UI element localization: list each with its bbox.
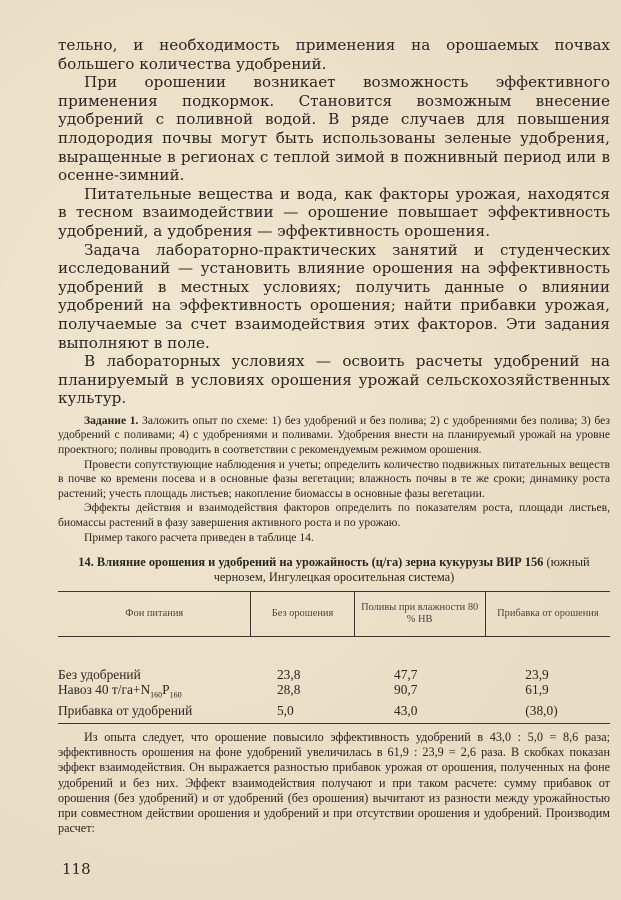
paragraph-interaction: Питательные вещества и вода, как факторы урожая, находятся в тесном взаимодействии — орошение повышает эффективность удобрений, а удобрения — эффективность орошения. — [58, 184, 610, 240]
table-row — [58, 703, 610, 718]
row-label: Прибавка от удобрений — [58, 702, 193, 718]
table-title-bold: 14. Влияние орошения и удобрений на урожайность (ц/га) зерна кукурузы ВИР 156 — [78, 555, 544, 570]
paragraph-task-goal: Задача лабораторно-практических занятий и студенческих исследований — установить влияние орошения на эффективность удобрений в местных условиях; получить данные о влиянии удобрений на эффективность орошения; найти прибавки урожая, получаемые за счет взаимодействия этих факторов. Эти задания выполняют в поле. — [58, 240, 610, 352]
task-observations: Провести сопутствующие наблюдения и учеты; определить количество подвижных питательных веществ в почве ко времени посева и в основные фазы вегетации; влажность почвы в те же сроки; динамику роста растений; учесть площадь листьев; накопление биомассы в основные фазы вегетации. — [58, 457, 610, 500]
row-label — [58, 682, 251, 703]
cell-value: 5,0 — [276, 702, 294, 718]
paragraph-lab-conditions: В лабораторных условиях — освоить расчеты удобрений на планируемый в условиях орошения урожай сельскохозяйственных культур. — [58, 352, 610, 408]
page-content — [58, 36, 610, 836]
row-label-p: P — [162, 682, 170, 698]
task-example-ref: Пример такого расчета приведен в таблице 14. — [84, 530, 314, 544]
cell-value: 28,8 — [276, 682, 301, 698]
row-label-main: Навоз 40 т/га+N — [58, 682, 151, 698]
cell-value: 47,7 — [394, 667, 418, 683]
paragraph-fertigation: При орошении возникает возможность эффективного применения подкормок. Становится возможным внесение удобрений с поливной водой. В ряде случаев для повышения плодородия почвы могут быть использованы зеленые удобрения, выращенные в регионах с теплой зимой в пожнивный период или в осенне-зимний. — [58, 73, 610, 185]
cell-value: 23,9 — [525, 667, 549, 683]
task-text: Заложить опыт по схеме: 1) без удобрений и без полива; 2) с удобрениями без полива; 3) без удобрений с поливами; 4) с удобрениями и поливами. Удобрения внести на планируемый урожай на уровне проектного; поливы проводить в соответствии с рекомендуемым режимом орошения. — [58, 413, 610, 457]
header-nutrition: Фон питания — [58, 592, 251, 637]
page-number: 118 — [62, 860, 91, 878]
cell-value: (38,0) — [525, 702, 558, 718]
table-row — [58, 682, 610, 703]
task-effects: Эффекты действия и взаимодействия факторов определить по показателям роста, площади листьев, биомассы растений в фазу завершения активного роста и по урожаю. — [58, 501, 610, 530]
cell-value: 23,8 — [276, 667, 301, 683]
row-label: Без удобрений — [58, 667, 141, 683]
paragraph-continuation: тельно, и необходимость применения на орошаемых почвах большего количества удобрений. — [58, 36, 610, 73]
row-label-sub-n: 160 — [150, 690, 163, 700]
task-label: Задание 1. — [84, 413, 139, 427]
cell-value: 43,0 — [394, 702, 418, 718]
row-label-sub-p: 160 — [169, 690, 182, 700]
table-title — [58, 555, 610, 585]
cell-value: 90,7 — [394, 682, 418, 698]
table-row — [58, 637, 610, 683]
task-paragraph — [58, 414, 610, 458]
conclusion-paragraph: Из опыта следует, что орошение повысило эффективность удобрений в 43,0 : 5,0 = 8,6 раза; эффективность орошения на фоне удобрений увеличилась в 61,9 : 23,9 = 2,6 раза. В скобках показан эффект взаимодействия. Он выражается разностью прибавок урожая от орошения, полученных на фоне удобрений и без них. Эффект взаимодействия получают и при таком расчете: сумму прибавок от орошения (без удобрений) и от удобрений (без орошения) вычитают из разности между урожайностью при совместном действии орошения и удобрений и при отсутствии орошения и удобрений. Производим расчет: — [58, 729, 610, 836]
table-header-row — [58, 592, 610, 637]
cell-value: 61,9 — [525, 682, 549, 698]
header-irrigation-gain: Прибавка от орошения — [485, 592, 610, 637]
yield-table — [58, 591, 610, 718]
header-irrigation: Поливы при влажности 80 % НВ — [354, 592, 485, 637]
table-title-rest: (южный чернозем, Ингулецкая оросительная система) — [213, 555, 590, 585]
header-no-irrigation: Без орошения — [251, 592, 354, 637]
